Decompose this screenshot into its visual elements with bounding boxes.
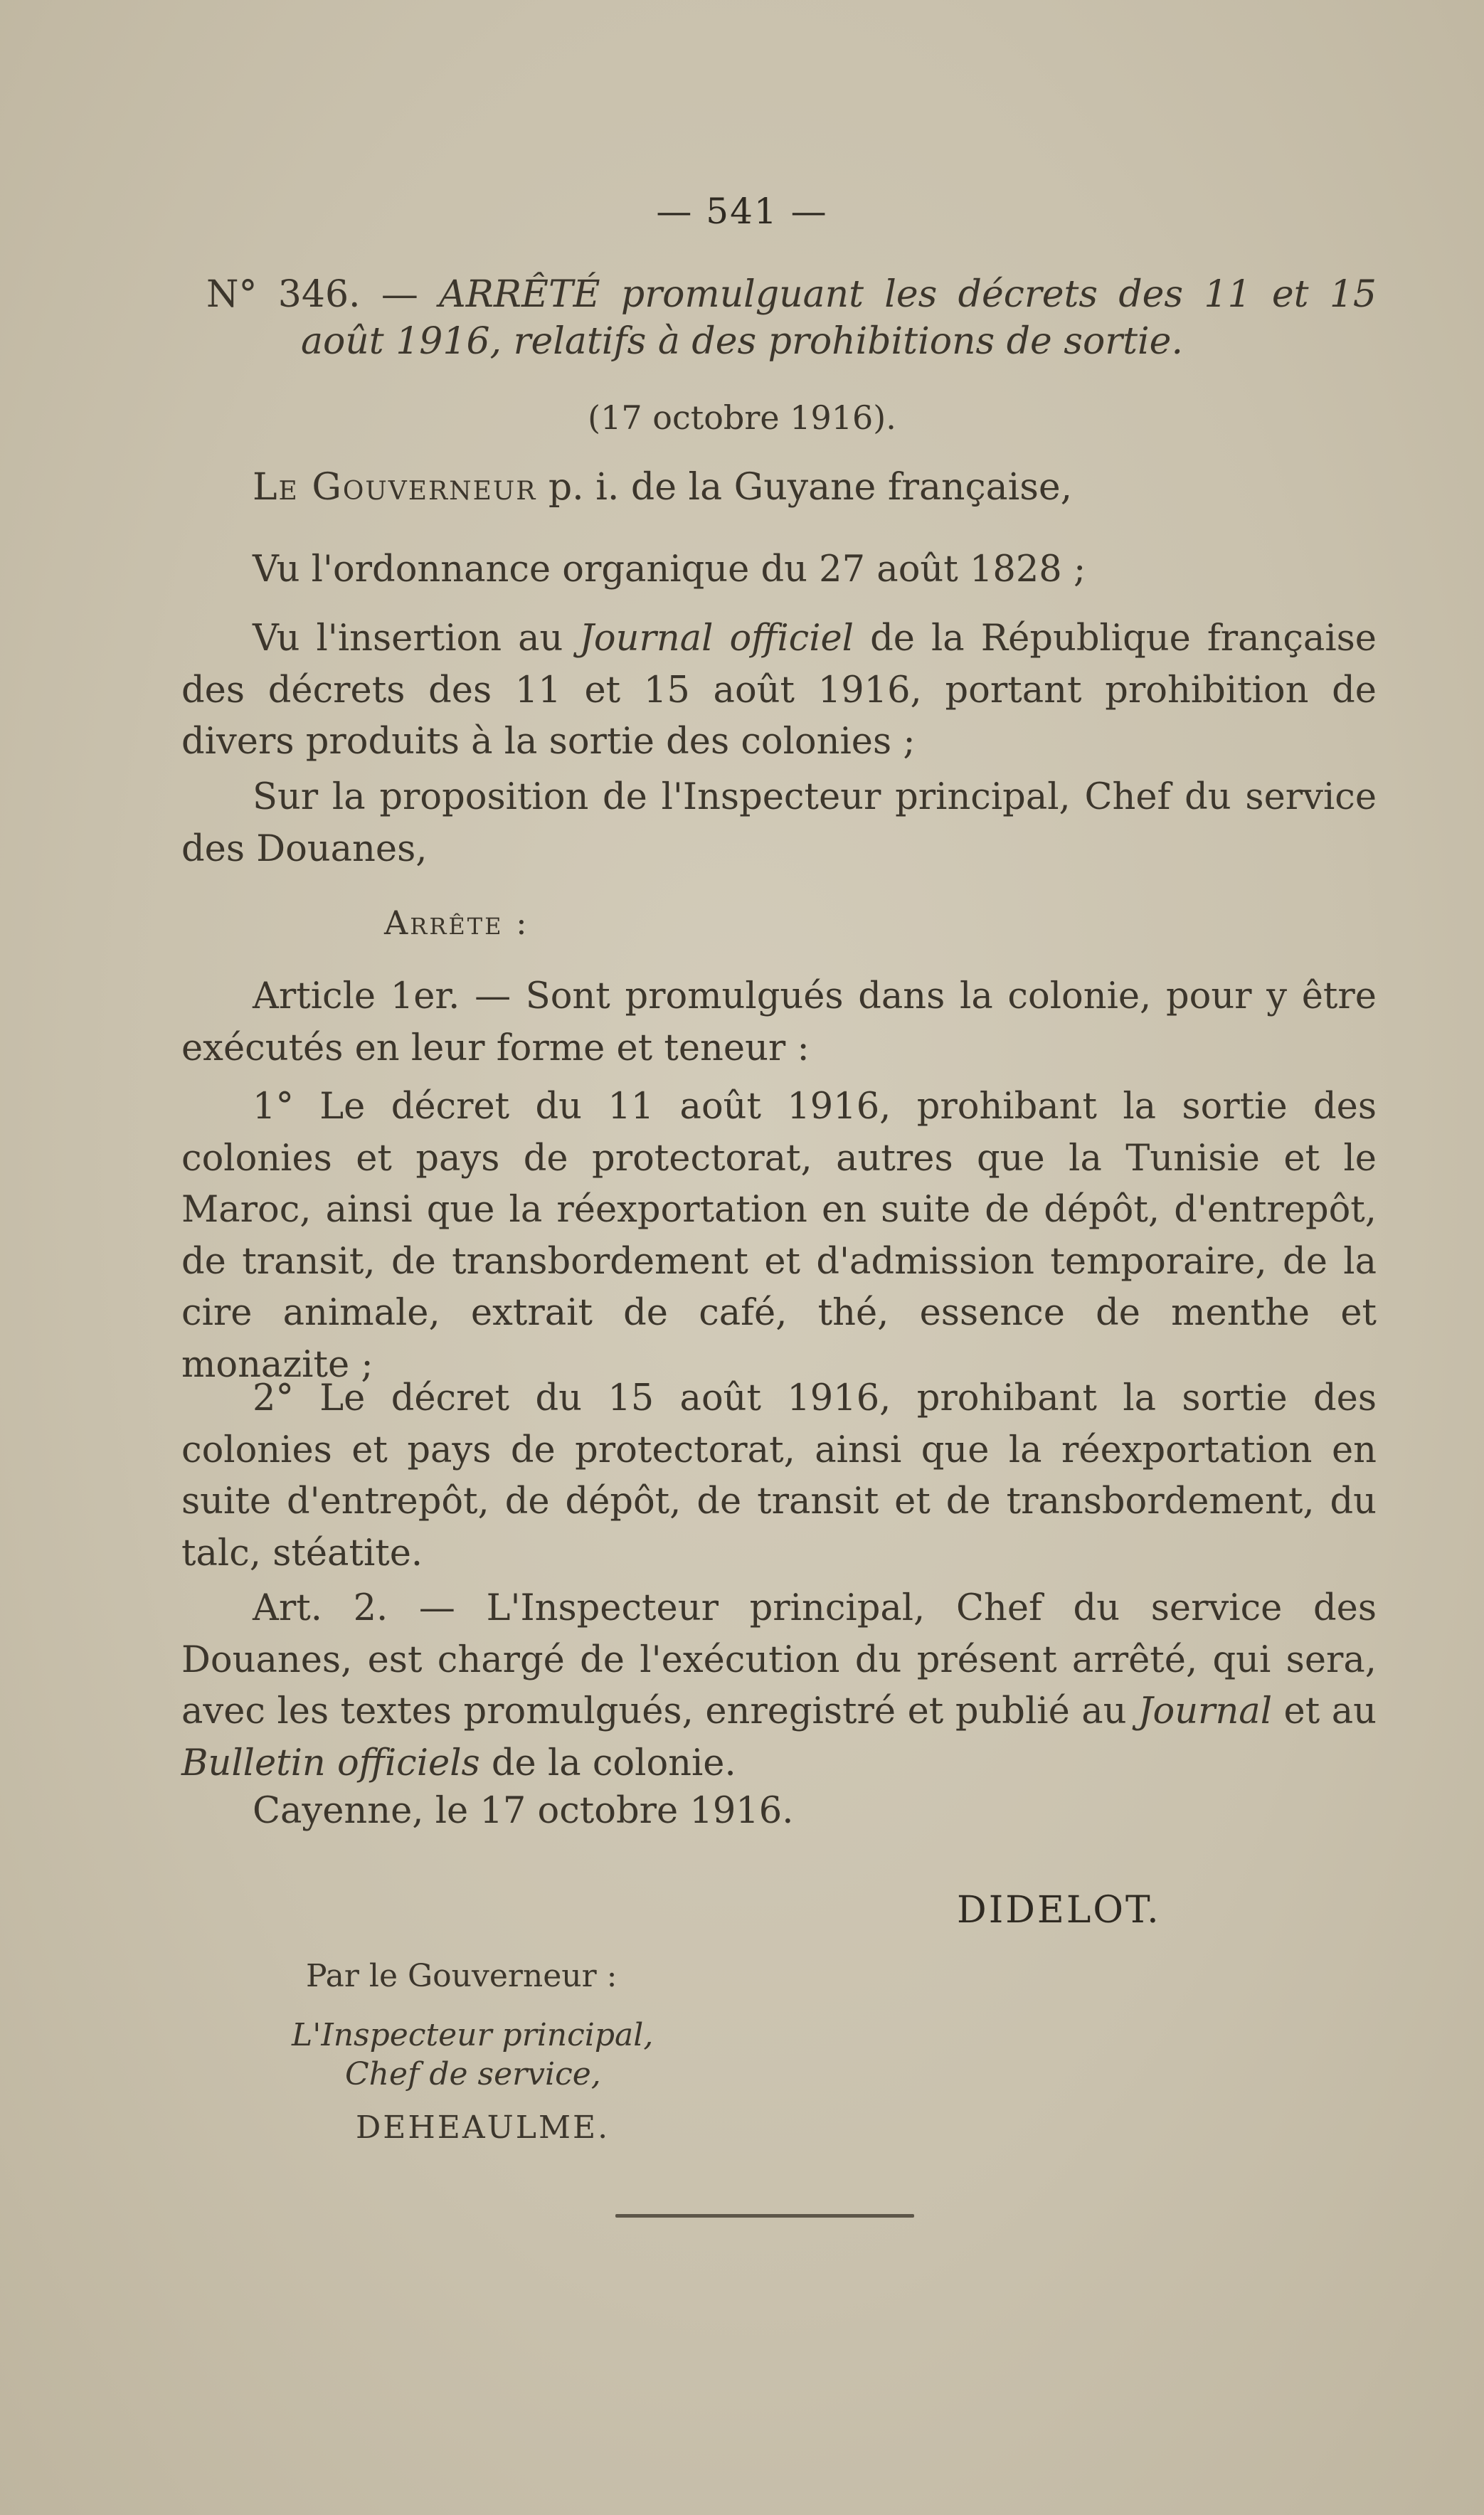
arrete-heading: Arrête : <box>384 904 529 942</box>
decree-date: (17 octobre 1916). <box>588 398 896 437</box>
signature-didelot: DIDELOT. <box>957 1889 1161 1932</box>
art2-after: de la colonie. <box>479 1742 736 1784</box>
decree-title-line2: août 1916, relatifs à des prohibitions de sortie. <box>301 320 1183 363</box>
decree-title-line1 <box>206 272 1377 317</box>
inspecteur-title: L'Inspecteur principal, <box>292 2017 654 2053</box>
sur-proposition: Sur la proposition de l'Inspecteur principal, Chef du service des Douanes, <box>181 776 1377 870</box>
par-le-gouverneur: Par le Gouverneur : <box>306 1958 618 1994</box>
lieu-date: Cayenne, le 17 octobre 1916. <box>253 1790 794 1832</box>
signature-deheaulme: DEHEAULME. <box>356 2109 610 2146</box>
chef-title: Chef de service, <box>345 2056 601 2092</box>
vu-ordonnance: Vu l'ordonnance organique du 27 août 1828 ; <box>253 549 1086 591</box>
vu2-after: de la République française des décrets des 11 et 15 août 1916, portant prohibition de divers produits à la sortie des colonies ; <box>181 618 1377 763</box>
decret-item-2: 2° Le décret du 15 août 1916, prohibant la sortie des colonies et pays de protectorat, ainsi que la réexportation en suite d'entrepôt, de dépôt, de transit et de transbordement, du talc, stéatite. <box>181 1377 1377 1574</box>
gouverneur-label: Le Gouverneur <box>253 466 537 509</box>
vu-insertion <box>181 613 1377 768</box>
gouverneur-rest: p. i. de la Guyane française, <box>536 466 1073 509</box>
title-line1-rest: promulguant les décrets des 11 et 15 <box>600 273 1377 316</box>
page-number: — 541 — <box>656 191 828 232</box>
art2-bulletin: Bulletin officiels <box>181 1742 480 1784</box>
art2-middle: et au <box>1272 1690 1377 1732</box>
title-arrete-word: ARRÊTÉ <box>439 273 600 316</box>
decree-number: N° 346. <box>206 273 361 316</box>
title-dash: — <box>360 273 440 316</box>
article-2 <box>181 1583 1377 1789</box>
vu2-before: Vu l'insertion au <box>253 618 580 660</box>
vu2-journal: Journal officiel <box>579 618 854 660</box>
gouverneur-line <box>253 466 1377 509</box>
article-1: Article 1er. — Sont promulgués dans la colonie, pour y être exécutés en leur forme et teneur : <box>181 975 1377 1069</box>
decret-item-1: 1° Le décret du 11 août 1916, prohibant la sortie des colonies et pays de protectorat, autres que la Tunisie et le Maroc, ainsi que la réexportation en suite de dépôt, d'entrepôt, de transit, de transbordement et d'admission temporaire, de la cire animale, extrait de café, thé, essence de menthe et monazite ; <box>181 1086 1377 1386</box>
art2-before: Art. 2. — L'Inspecteur principal, Chef du service des Douanes, est chargé de l'exécution du présent arrêté, qui sera, avec les textes promulgués, enregistré et publié au <box>181 1587 1377 1732</box>
art2-journal: Journal <box>1138 1690 1273 1732</box>
closing-rule <box>615 2214 914 2218</box>
